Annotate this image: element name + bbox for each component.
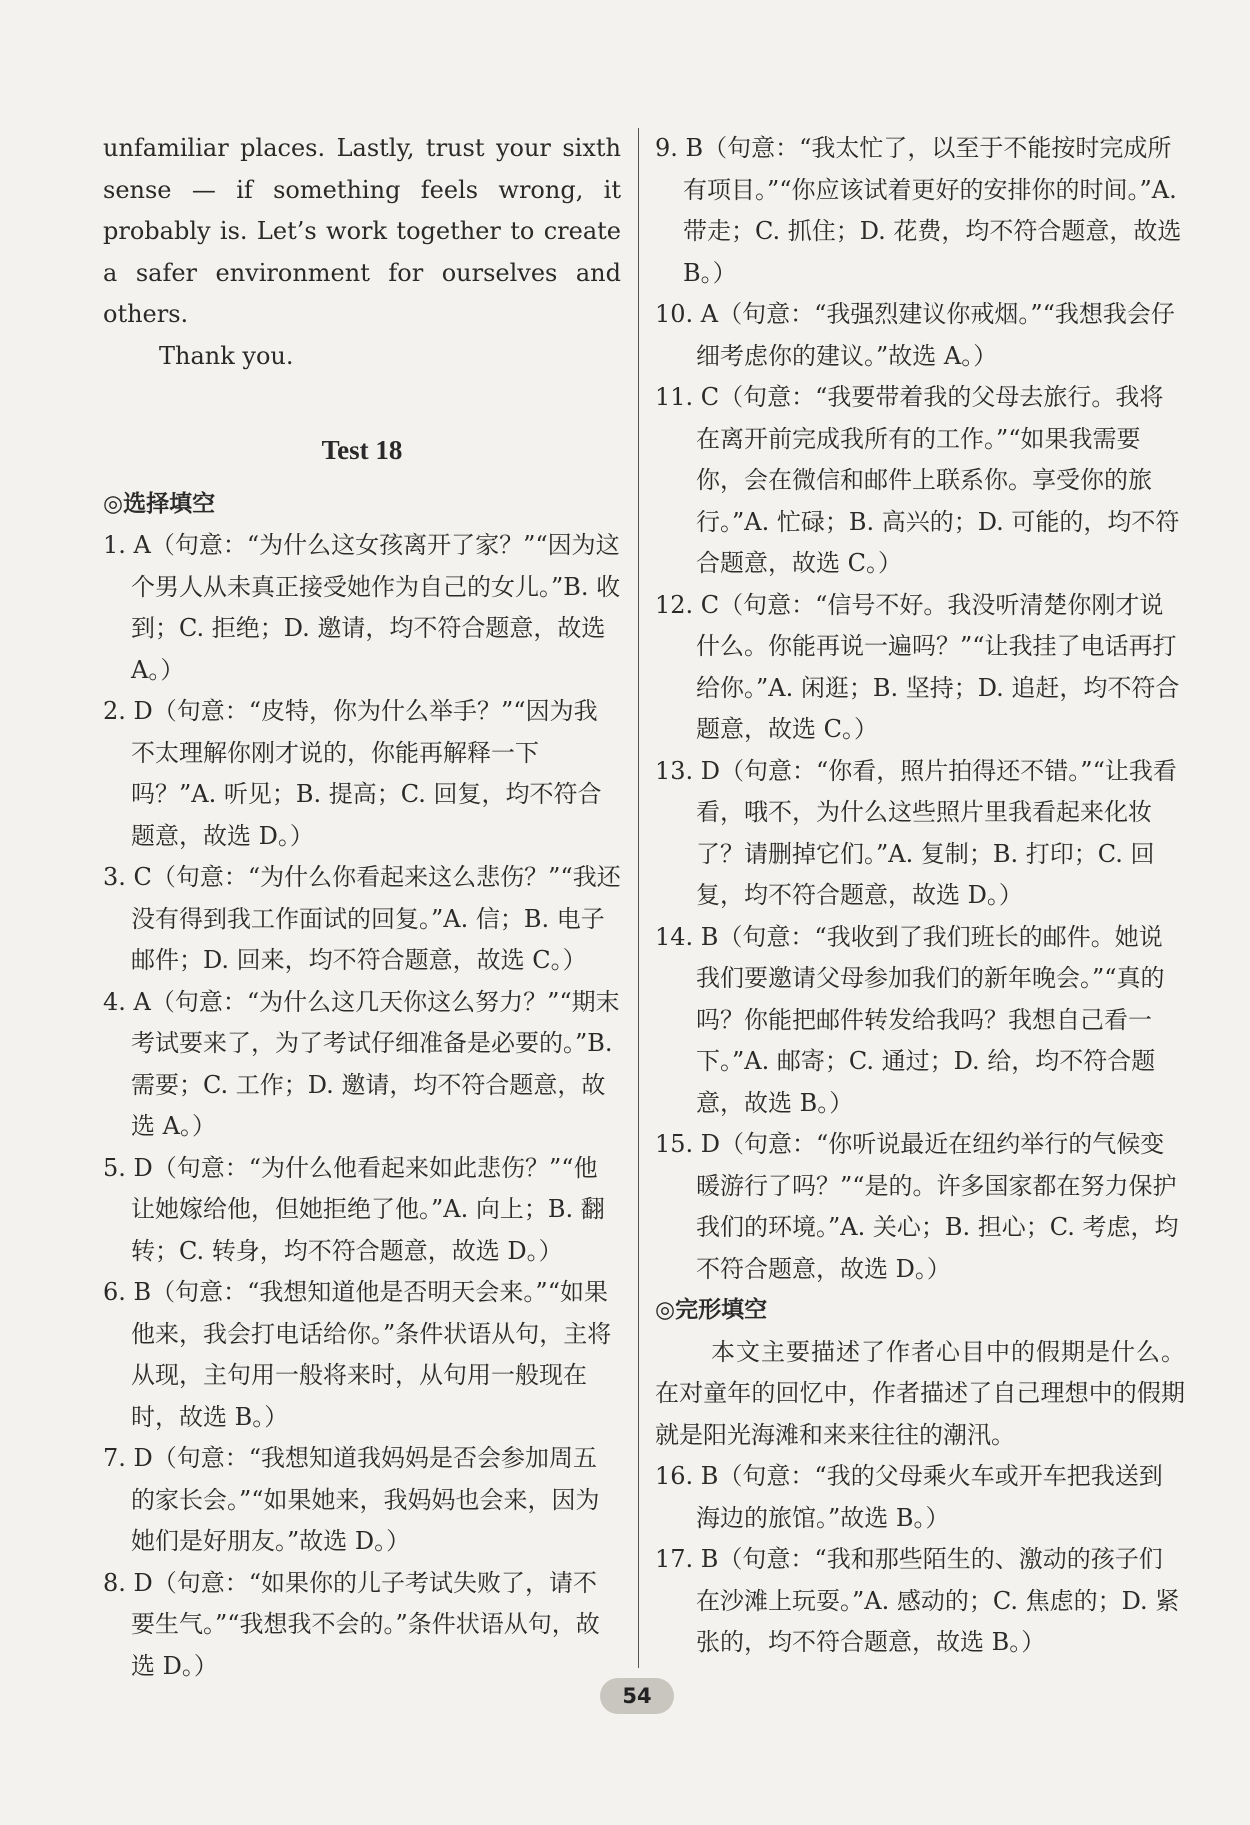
answer-item: 2. D（句意：“皮特，你为什么举手？”“因为我不太理解你刚才说的，你能再解释一下吗？”A. 听见；B. 提高；C. 回复，均不符合题意，故选 D。） [103, 697, 602, 850]
closing-line: Thank you. [159, 341, 294, 370]
answer-item: 16. B（句意：“我的父母乘火车或开车把我送到海边的旅馆。”故选 B。） [655, 1462, 1163, 1532]
answer-item: 12. C（句意：“信号不好。我没听清楚你刚才说什么。你能再说一遍吗？”“让我挂了电话再打给你。”A. 闲逛；B. 坚持；D. 追赶，均不符合题意，故选 C。） [655, 590, 1180, 743]
test-title: Test 18 [321, 435, 403, 465]
answer-item: 4. A（句意：“为什么这几天你这么努力？”“期末考试要来了，为了考试仔细准备是必要的。”B. 需要；C. 工作；D. 邀请，均不符合题意，故选 A。） [103, 987, 620, 1140]
answer-item: 9. B（句意：“我太忙了，以至于不能按时完成所有项目。”“你应该试着更好的安排你的时间。”A. 带走；C. 抓住；D. 花费，均不符合题意，故选 B。） [655, 134, 1182, 287]
answer-item: 14. B（句意：“我收到了我们班长的邮件。她说我们要邀请父母参加我们的新年晚会。”“真的吗？你能把邮件转发给我吗？我想自己看一下。”A. 邮寄；C. 通过；D. 给，均不符合题意，故选 B。） [655, 922, 1165, 1117]
answer-item: 1. A（句意：“为什么这女孩离开了家？”“因为这个男人从未真正接受她作为自己的女儿。”B. 收到；C. 拒绝；D. 邀请，均不符合题意，故选 A。） [103, 531, 621, 684]
answer-item: 8. D（句意：“如果你的儿子考试失败了，请不要生气。”“我想我不会的。”条件状语从句，故选 D。） [103, 1568, 600, 1680]
answer-item: 5. D（句意：“为什么他看起来如此悲伤？”“他让她嫁给他，但她拒绝了他。”A. 向上；B. 翻转；C. 转身，均不符合题意，故选 D。） [103, 1153, 605, 1265]
intro-paragraph: unfamiliar places. Lastly, trust your sixth sense — if something feels wrong, it probably is. Let’s work together to create a safer environment for ourselves and others. [103, 134, 621, 328]
answer-item: 15. D（句意：“你听说最近在纽约举行的气候变暖游行了吗？”“是的。许多国家都在努力保护我们的环境。”A. 关心；B. 担心；C. 考虑，均不符合题意，故选 D。） [655, 1130, 1179, 1283]
answer-item: 17. B（句意：“我和那些陌生的、激动的孩子们在沙滩上玩耍。”A. 感动的；C. 焦虑的；D. 紧张的，均不符合题意，故选 B。） [655, 1545, 1180, 1656]
answer-item: 10. A（句意：“我强烈建议你戒烟。”“我想我会仔细考虑你的建议。”故选 A。） [655, 300, 1175, 370]
cloze-summary: 本文主要描述了作者心目中的假期是什么。在对童年的回忆中，作者描述了自己理想中的假期就是阳光海滩和来来往往的潮汛。 [655, 1337, 1185, 1449]
left-column [103, 128, 621, 1687]
section-heading-cloze: ◎完形填空 [655, 1297, 768, 1323]
answer-item: 7. D（句意：“我想知道我妈妈是否会参加周五的家长会。”“如果她来，我妈妈也会来，因为她们是好朋友。”故选 D。） [103, 1444, 600, 1555]
column-divider [638, 128, 639, 1668]
answer-item: 3. C（句意：“为什么你看起来这么悲伤？”“我还没有得到我工作面试的回复。”A. 信；B. 电子邮件；D. 回来，均不符合题意，故选 C。） [103, 863, 621, 974]
page-number: 54 [600, 1678, 674, 1714]
right-column [655, 128, 1185, 1664]
section-heading-choice: ◎选择填空 [103, 490, 216, 517]
answer-item: 11. C（句意：“我要带着我的父母去旅行。我将在离开前完成我所有的工作。”“如果我需要你，会在微信和邮件上联系你。享受你的旅行。”A. 忙碌；B. 高兴的；D. 可能的，均不符合题意，故选 C。） [655, 383, 1180, 577]
answer-item: 13. D（句意：“你看，照片拍得还不错。”“让我看看，哦不，为什么这些照片里我看起来化妆了？请删掉它们。”A. 复制；B. 打印；C. 回复，均不符合题意，故选 D。） [655, 756, 1177, 909]
answer-item: 6. B（句意：“我想知道他是否明天会来。”“如果他来，我会打电话给你。”条件状语从句，主将从现，主句用一般将来时，从句用一般现在时，故选 B。） [103, 1278, 612, 1431]
